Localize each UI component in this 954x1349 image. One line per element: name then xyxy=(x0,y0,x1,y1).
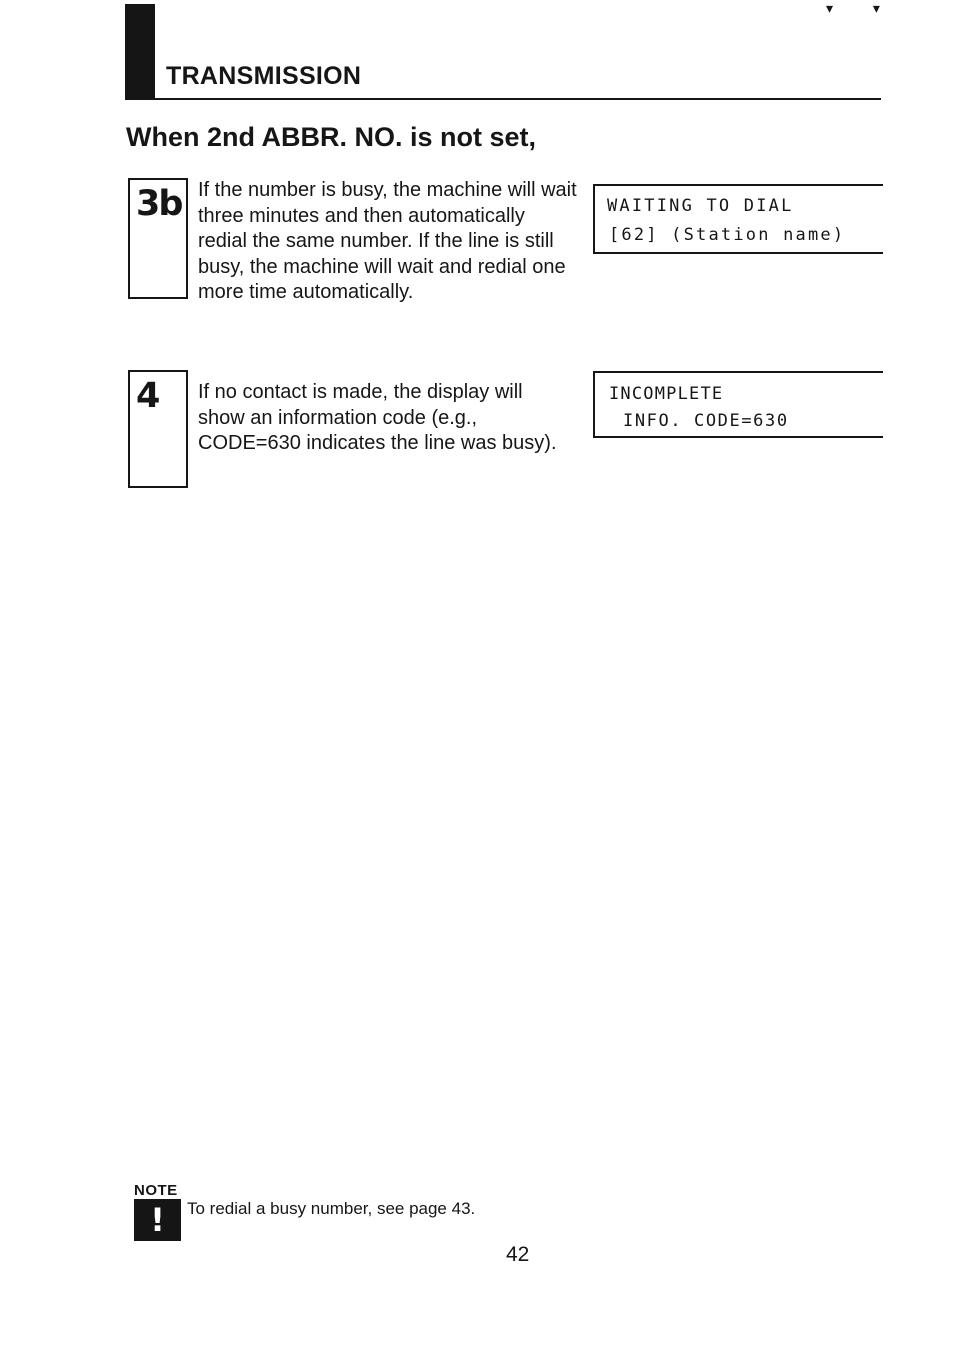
display-line: WAITING TO DIAL xyxy=(607,196,794,216)
display-line: INCOMPLETE xyxy=(609,384,724,404)
step-number-box xyxy=(128,370,188,488)
note-text: To redial a busy number, see page 43. xyxy=(187,1199,476,1218)
section-marker-bar xyxy=(125,4,155,98)
section-divider xyxy=(125,98,881,100)
step-instruction: If the number is busy, the machine will wait three minutes and then automatically redial the same number. If the line is still busy, the machine will wait and redial one more time automatically. xyxy=(198,179,577,303)
display-readout xyxy=(593,184,883,254)
exclamation-icon: ! xyxy=(134,1199,181,1241)
display-line: INFO. CODE=630 xyxy=(623,411,789,431)
step-number-box xyxy=(128,178,188,299)
step-instruction: If no contact is made, the display will show an information code (e.g., CODE=630 indicates the line was busy). xyxy=(198,381,557,454)
display-line: [62] (Station name) xyxy=(609,225,846,245)
corner-marks: ▾ ▾ xyxy=(826,0,898,16)
page-number: 42 xyxy=(506,1243,530,1266)
section-title: TRANSMISSION xyxy=(166,62,362,90)
display-readout xyxy=(593,371,883,438)
step-number: 3b xyxy=(136,184,182,224)
step-number: 4 xyxy=(136,376,159,416)
subheading: When 2nd ABBR. NO. is not set, xyxy=(126,122,537,152)
note-label: NOTE xyxy=(134,1182,178,1199)
